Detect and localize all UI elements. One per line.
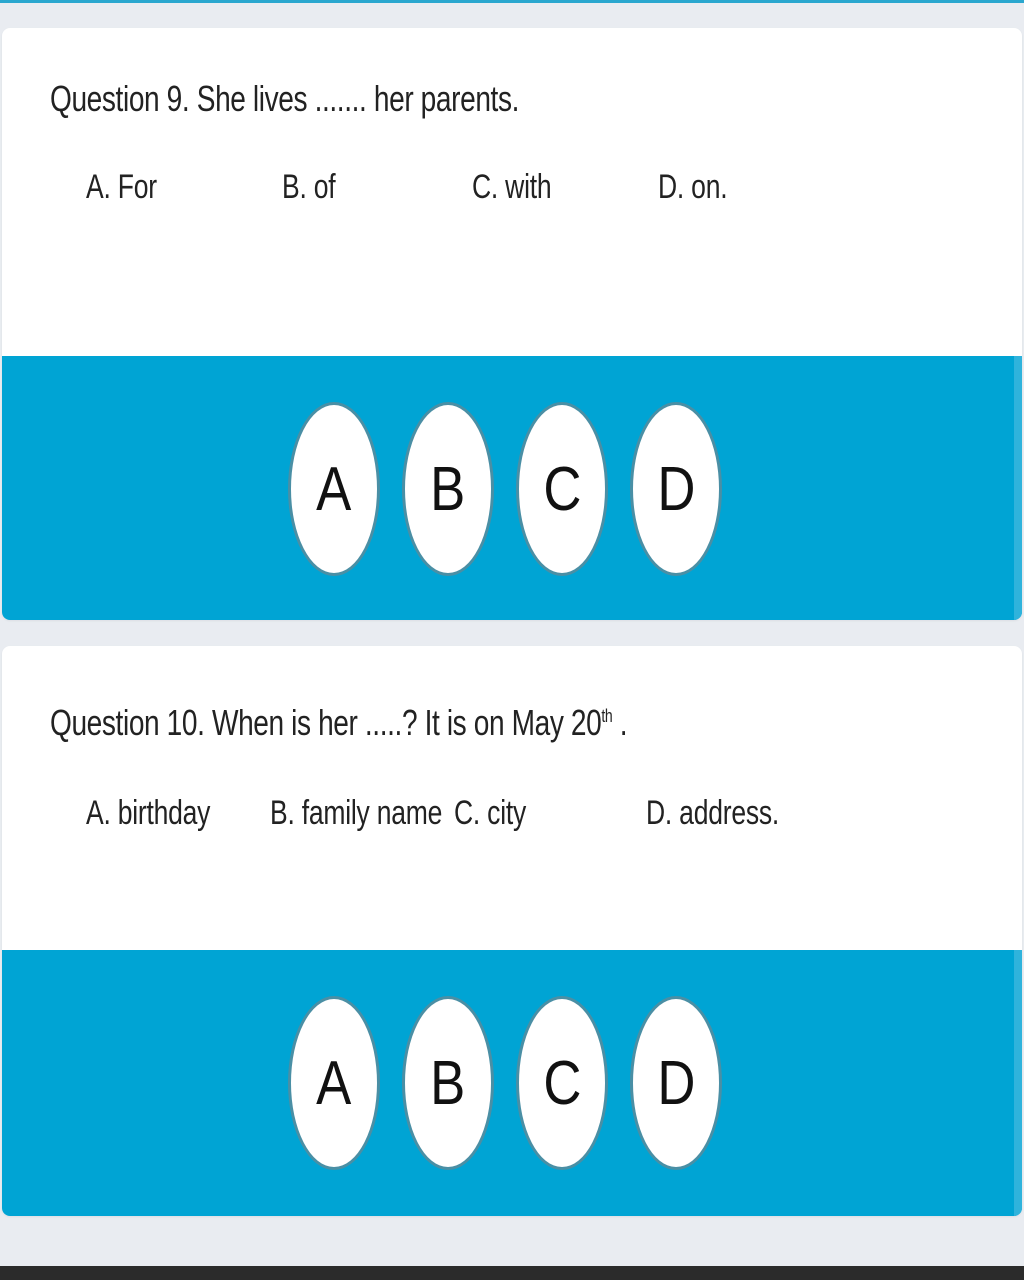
question-9-option-b: B. of bbox=[282, 168, 336, 206]
question-9-answer-bar bbox=[2, 356, 1022, 620]
question-9-text: Question 9. She lives ....... her parents. bbox=[50, 78, 520, 119]
question-9-option-a: A. For bbox=[86, 168, 157, 206]
question-10-prompt-end: . bbox=[612, 702, 628, 743]
question-10-option-d: D. address. bbox=[646, 794, 780, 832]
answer-d-label: D bbox=[656, 1048, 696, 1118]
bottom-system-bar bbox=[0, 1266, 1024, 1280]
question-9-option-c: C. with bbox=[472, 168, 552, 206]
question-9-answer-b-button[interactable] bbox=[402, 402, 494, 576]
question-10-answer-bar bbox=[2, 950, 1022, 1216]
question-10-text bbox=[50, 702, 627, 744]
answer-a-label: A bbox=[316, 454, 352, 524]
question-10-option-c: C. city bbox=[454, 794, 527, 832]
question-10-answer-a-button[interactable] bbox=[288, 996, 380, 1170]
question-9-answer-d-button[interactable] bbox=[630, 402, 722, 576]
answer-a-label: A bbox=[316, 1048, 352, 1118]
question-10-option-b: B. family name bbox=[270, 794, 443, 832]
answer-d-label: D bbox=[656, 454, 696, 524]
top-accent-bar bbox=[0, 0, 1024, 3]
answer-b-label: B bbox=[430, 454, 466, 524]
question-10-prompt-ordinal: th bbox=[601, 706, 613, 726]
answer-c-label: C bbox=[542, 454, 582, 524]
question-card-9 bbox=[2, 28, 1022, 620]
answer-b-label: B bbox=[430, 1048, 466, 1118]
question-10-prompt-main: Question 10. When is her .....? It is on May 20 bbox=[50, 702, 602, 743]
question-10-answer-b-button[interactable] bbox=[402, 996, 494, 1170]
question-10-option-a: A. birthday bbox=[86, 794, 211, 832]
question-10-answer-d-button[interactable] bbox=[630, 996, 722, 1170]
answer-c-label: C bbox=[542, 1048, 582, 1118]
question-9-answer-a-button[interactable] bbox=[288, 402, 380, 576]
question-card-10 bbox=[2, 646, 1022, 1216]
question-9-option-d: D. on. bbox=[658, 168, 728, 206]
question-10-answer-c-button[interactable] bbox=[516, 996, 608, 1170]
question-9-answer-c-button[interactable] bbox=[516, 402, 608, 576]
